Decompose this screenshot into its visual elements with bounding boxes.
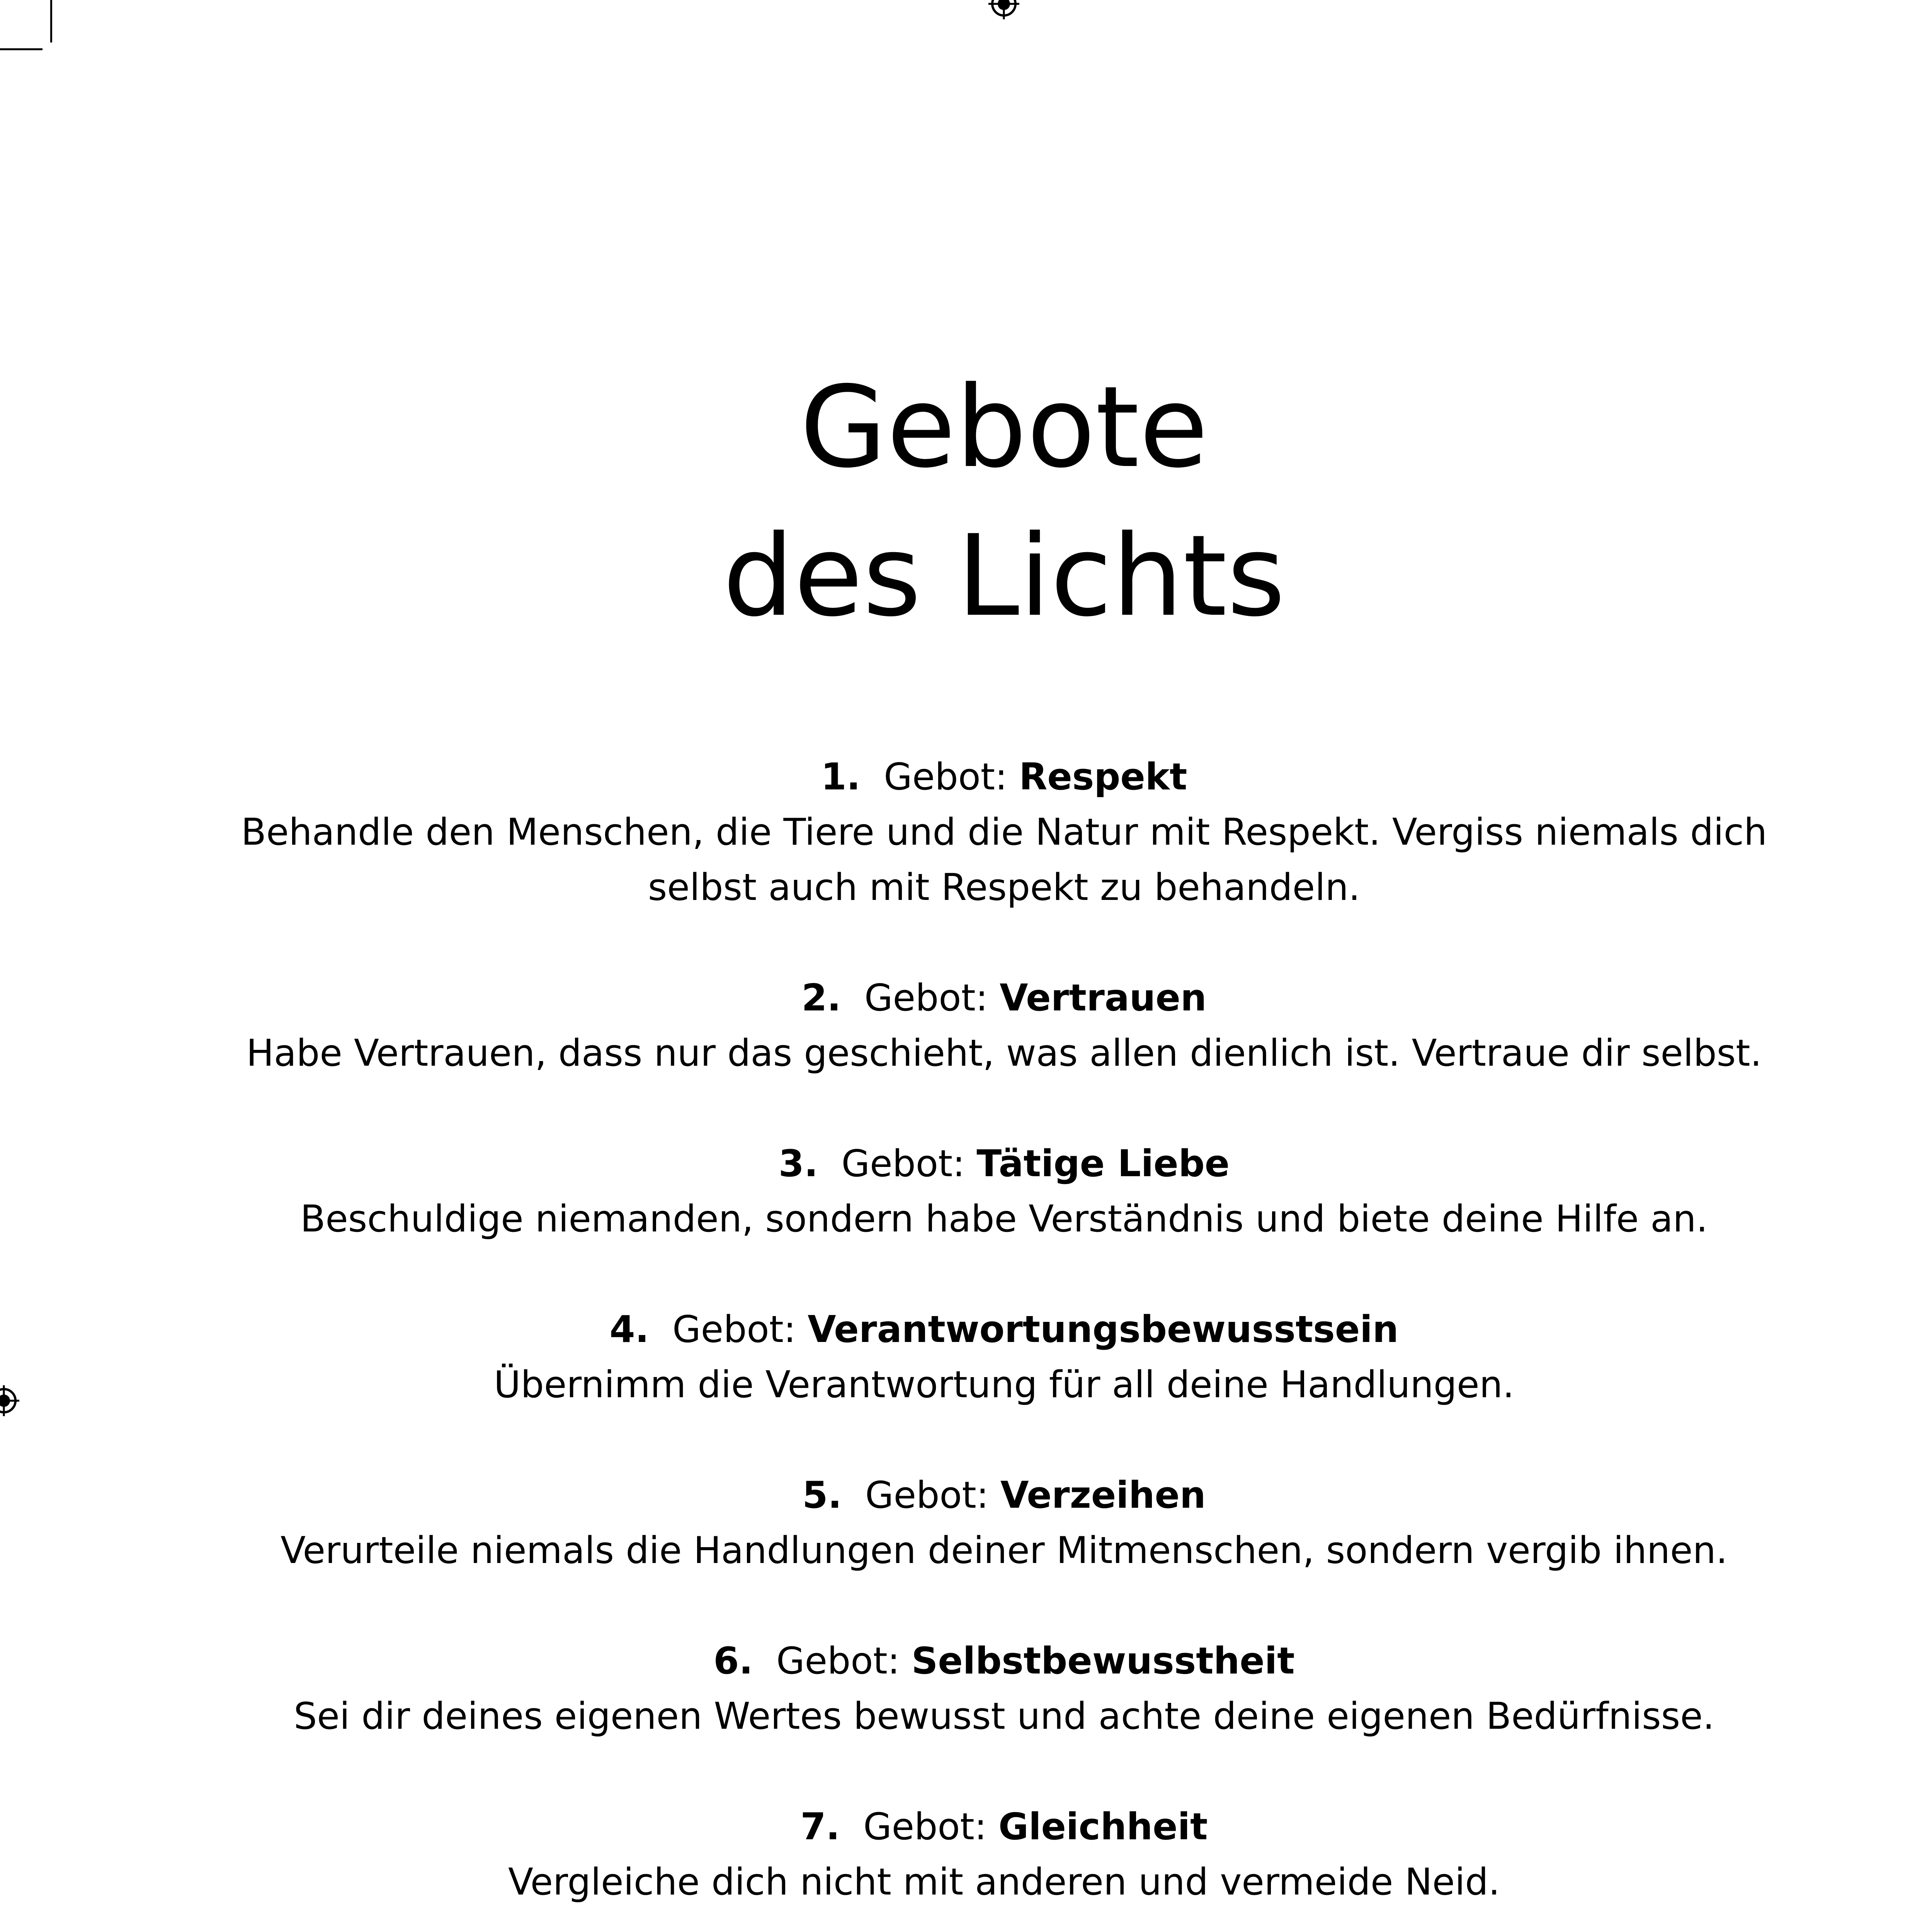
commandment-number: 4. xyxy=(609,1308,649,1351)
commandment-heading xyxy=(232,971,1776,1026)
title-line-1: Gebote xyxy=(800,362,1208,493)
commandment-7 xyxy=(232,1799,1776,1910)
commandments-list xyxy=(232,750,1776,1932)
commandment-1 xyxy=(232,750,1776,915)
crop-mark-top-left xyxy=(50,0,52,43)
commandment-number: 2. xyxy=(801,977,841,1019)
commandment-heading xyxy=(232,1634,1776,1689)
commandment-label: Gebot: xyxy=(864,977,988,1019)
commandment-4 xyxy=(232,1302,1776,1413)
registration-mark-left xyxy=(0,1383,21,1418)
commandment-5 xyxy=(232,1468,1776,1578)
commandment-number: 7. xyxy=(800,1806,840,1848)
crop-mark-top-left-h xyxy=(0,48,43,50)
commandment-name: Respekt xyxy=(1019,756,1187,798)
commandment-heading xyxy=(232,1799,1776,1855)
commandment-label: Gebot: xyxy=(776,1640,900,1682)
commandment-2 xyxy=(232,971,1776,1081)
commandment-heading xyxy=(232,750,1776,805)
commandment-text: Verurteile niemals die Handlungen deiner Mitmenschen, sondern vergib ihnen. xyxy=(280,1529,1728,1572)
commandment-name: Verzeihen xyxy=(1000,1474,1206,1517)
commandment-number: 3. xyxy=(778,1143,818,1185)
commandment-name: Verantwortungsbewusstsein xyxy=(808,1308,1399,1351)
registration-mark-top xyxy=(986,0,1021,21)
commandment-label: Gebot: xyxy=(672,1308,796,1351)
commandment-name: Gleichheit xyxy=(998,1806,1208,1848)
commandment-3 xyxy=(232,1136,1776,1247)
commandment-label: Gebot: xyxy=(863,1806,987,1848)
title-line-2: des Lichts xyxy=(723,511,1286,642)
commandment-name: Selbstbewusstheit xyxy=(911,1640,1295,1682)
commandment-text: Sei dir deines eigenen Wertes bewusst und achte deine eigenen Bedürfnisse. xyxy=(294,1695,1714,1738)
commandment-text: Behandle den Menschen, die Tiere und die Natur mit Respekt. Vergiss niemals dich selbst auch mit Respekt zu behandeln. xyxy=(241,811,1767,909)
commandment-number: 1. xyxy=(821,756,861,798)
commandment-label: Gebot: xyxy=(865,1474,989,1517)
commandment-heading xyxy=(232,1136,1776,1192)
page-title xyxy=(0,353,1932,651)
commandment-6 xyxy=(232,1634,1776,1744)
commandment-text: Vergleiche dich nicht mit anderen und vermeide Neid. xyxy=(508,1861,1500,1903)
commandment-number: 5. xyxy=(802,1474,842,1517)
commandment-label: Gebot: xyxy=(841,1143,965,1185)
commandment-name: Vertrauen xyxy=(999,977,1207,1019)
commandment-text: Habe Vertrauen, dass nur das geschieht, was allen dienlich ist. Vertraue dir selbst. xyxy=(246,1032,1762,1075)
commandment-heading xyxy=(232,1302,1776,1357)
commandment-heading xyxy=(232,1468,1776,1523)
commandment-text: Beschuldige niemanden, sondern habe Verständnis und biete deine Hilfe an. xyxy=(300,1198,1708,1240)
commandment-number: 6. xyxy=(713,1640,753,1682)
commandment-text: Übernimm die Verantwortung für all deine Handlungen. xyxy=(494,1364,1514,1406)
commandment-label: Gebot: xyxy=(884,756,1007,798)
commandment-name: Tätige Liebe xyxy=(976,1143,1230,1185)
